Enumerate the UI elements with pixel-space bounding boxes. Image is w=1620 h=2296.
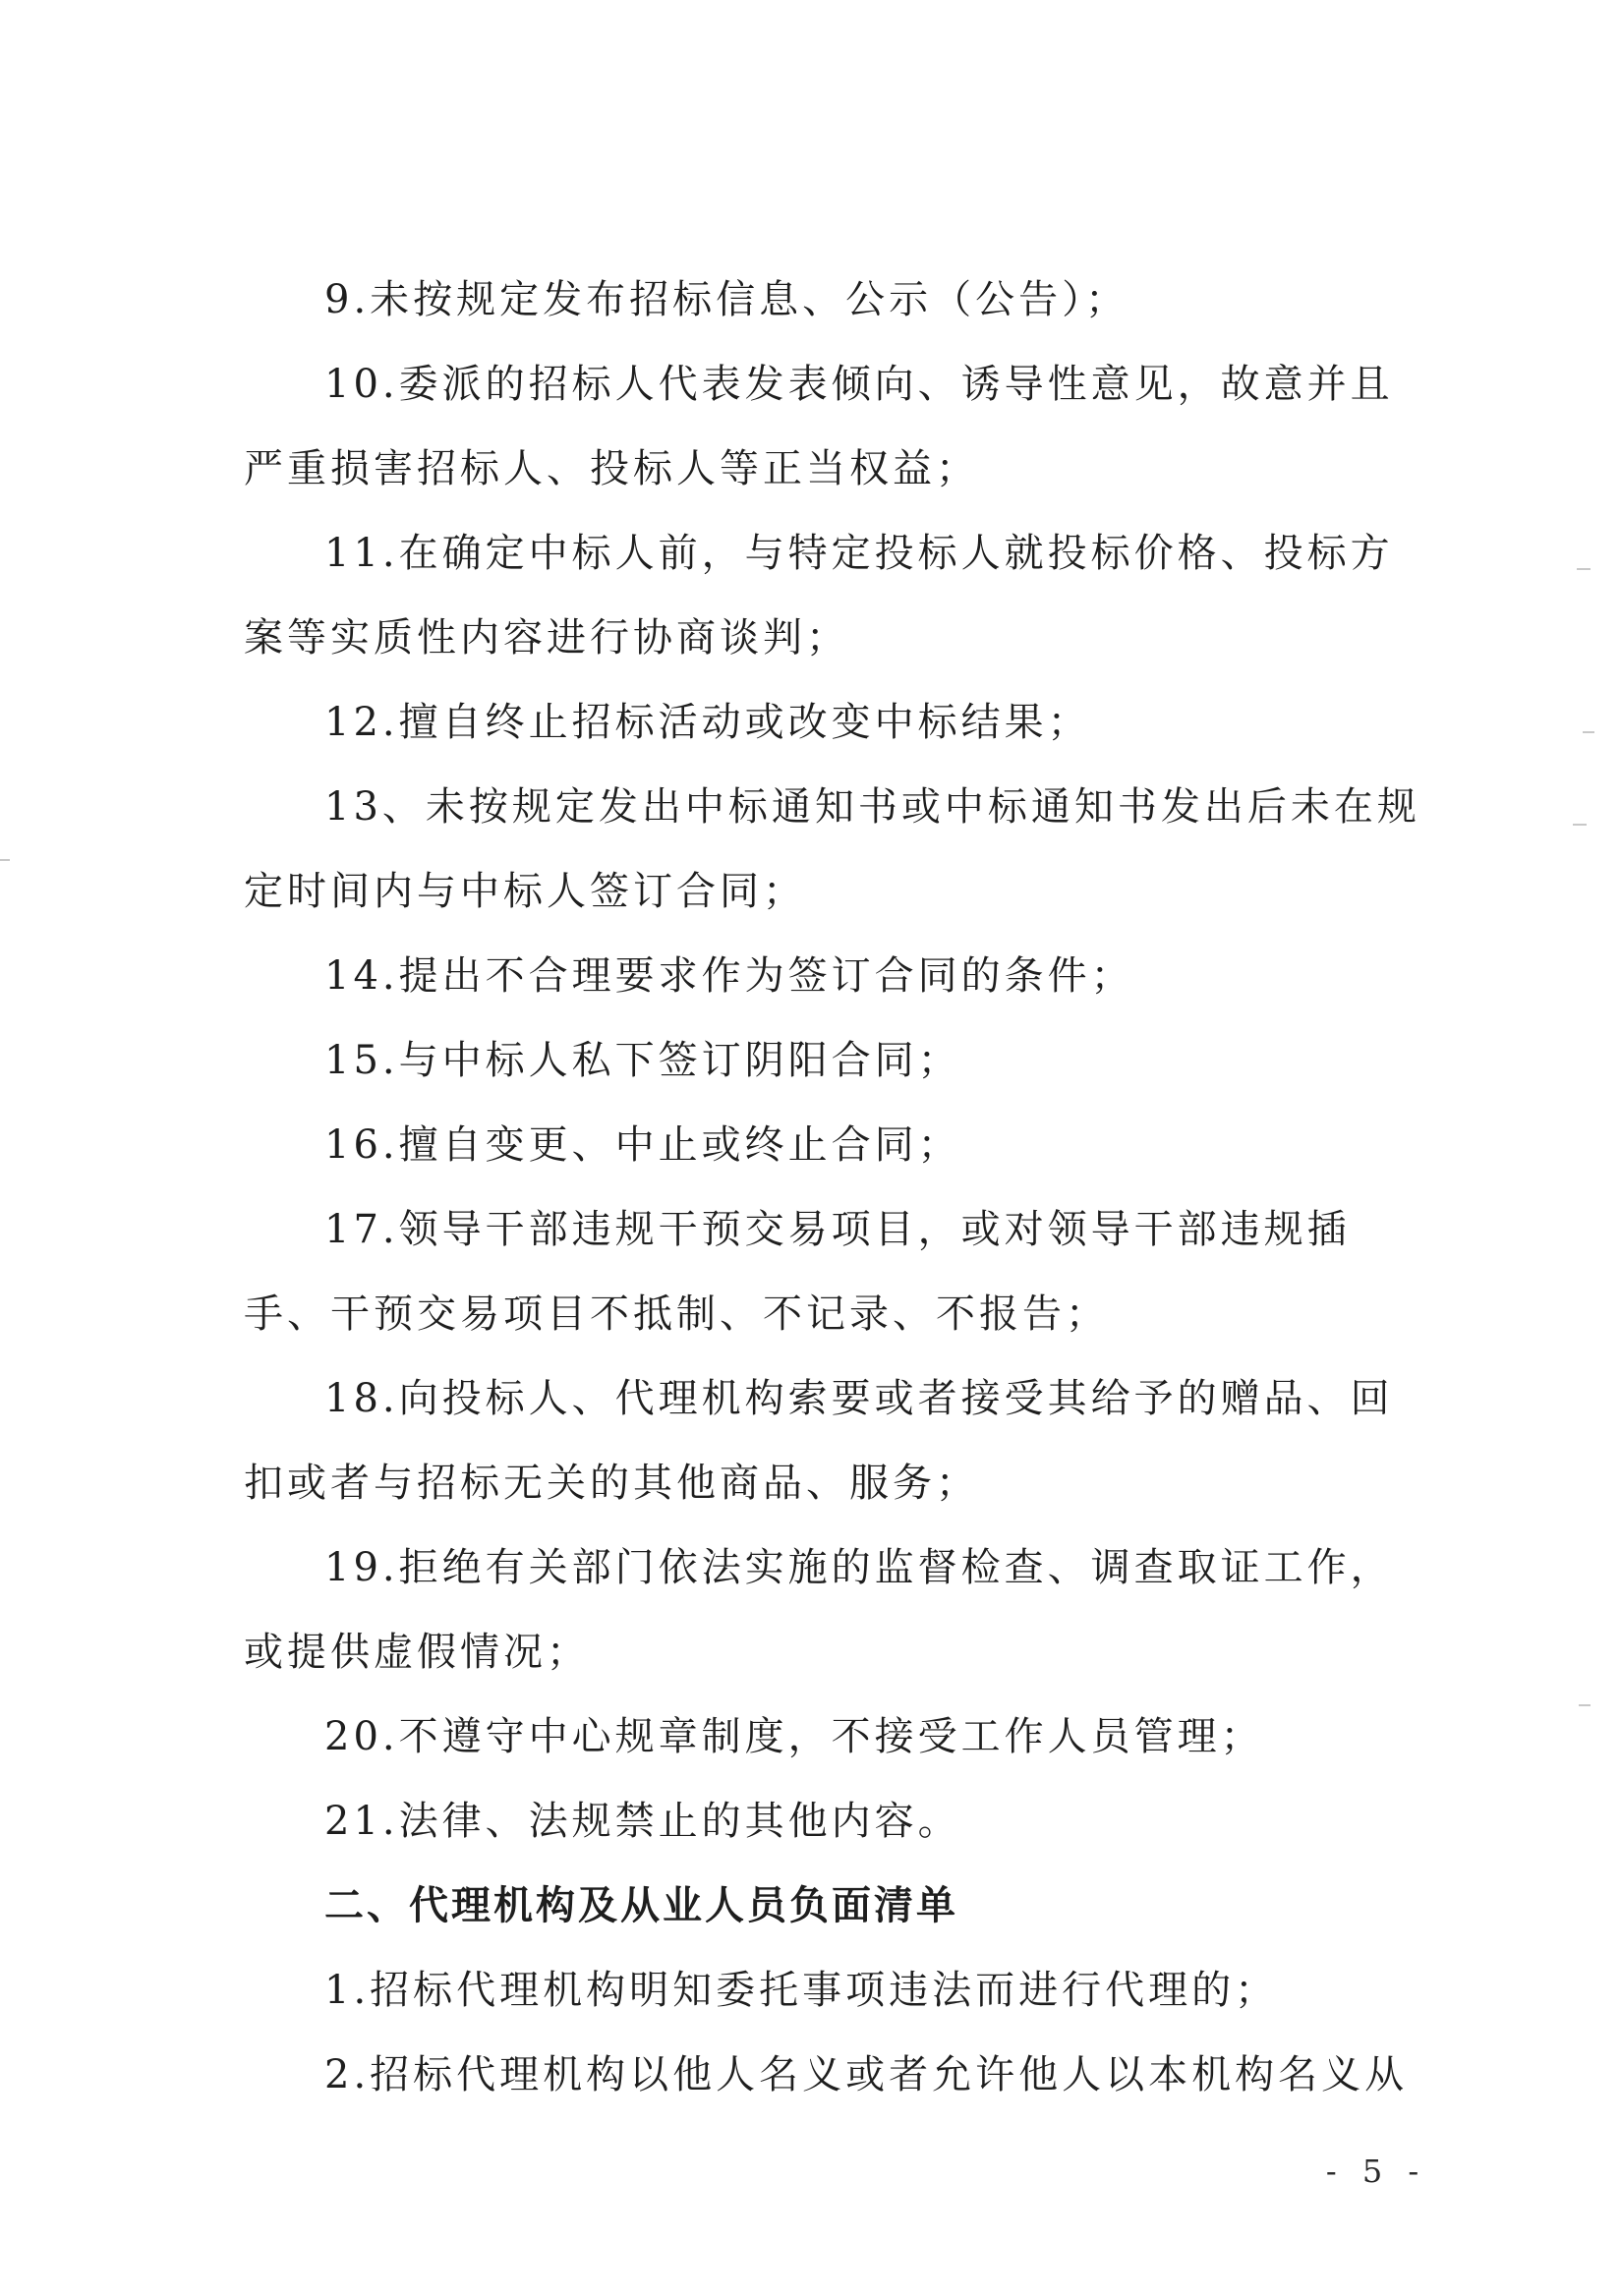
list-item: 15.与中标人私下签订阴阳合同；	[324, 1038, 961, 1083]
list-item: 16.擅自变更、中止或终止合同；	[324, 1122, 961, 1168]
document-body	[244, 258, 1423, 2117]
list-item: 18.向投标人、代理机构索要或者接受其给予的赠品、回扣或者与招标无关的其他商品、服务；	[244, 1376, 1394, 1506]
scan-mark	[0, 859, 10, 861]
list-item: 20.不遵守中心规章制度，不接受工作人员管理；	[324, 1714, 1264, 1759]
list-item: 21.法律、法规禁止的其他内容。	[324, 1799, 961, 1844]
scan-mark	[1583, 731, 1594, 733]
list-item: 12.擅自终止招标活动或改变中标结果；	[324, 700, 1091, 745]
list-item: 19.拒绝有关部门依法实施的监督检查、调查取证工作，或提供虚假情况；	[244, 1545, 1394, 1675]
list-item: 10.委派的招标人代表发表倾向、诱导性意见，故意并且严重损害招标人、投标人等正当权益；	[244, 362, 1394, 491]
list-item: 13、未按规定发出中标通知书或中标通知书发出后未在规定时间内与中标人签订合同；	[244, 784, 1420, 914]
scan-mark	[1579, 1704, 1591, 1706]
scan-mark	[1577, 568, 1591, 570]
list-item: 11.在确定中标人前，与特定投标人就投标价格、投标方案等实质性内容进行协商谈判；	[244, 531, 1394, 660]
section-heading: 二、代理机构及从业人员负面清单	[324, 1883, 958, 1928]
list-item: 17.领导干部违规干预交易项目，或对领导干部违规插手、干预交易项目不抵制、不记录、不报告；	[244, 1207, 1351, 1337]
list-item: 1.招标代理机构明知委托事项违法而进行代理的；	[324, 1968, 1279, 2013]
scan-mark	[1573, 824, 1587, 826]
page-number: - 5 -	[1325, 2152, 1427, 2190]
list-item: 2.招标代理机构以他人名义或者允许他人以本机构名义从	[324, 2052, 1409, 2097]
list-item: 14.提出不合理要求作为签订合同的条件；	[324, 953, 1134, 999]
list-item: 9.未按规定发布招标信息、公示（公告）；	[324, 277, 1129, 322]
